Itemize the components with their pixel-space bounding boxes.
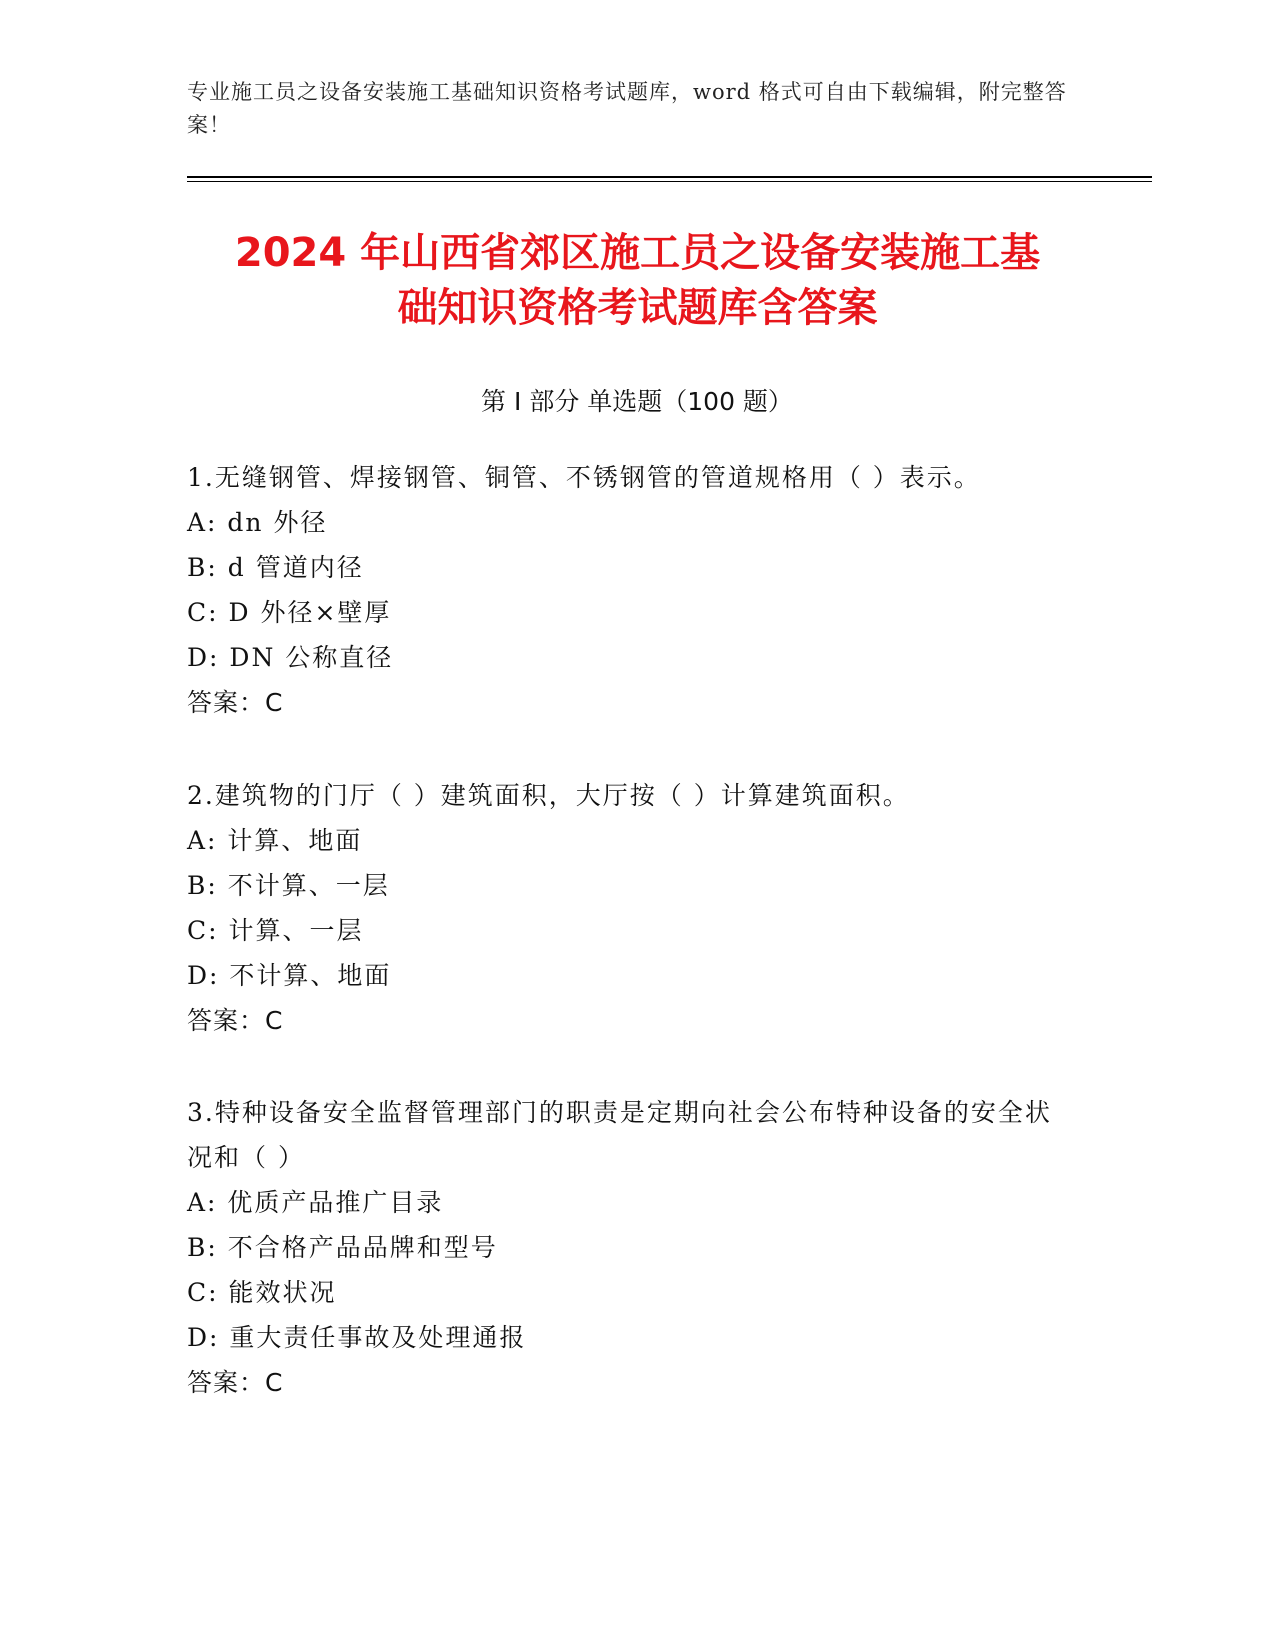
question-option-c: C: 计算、一层 xyxy=(187,916,364,945)
header-divider-thin xyxy=(187,181,1152,182)
document-title xyxy=(160,226,1115,336)
question-3 xyxy=(187,1090,1067,1406)
question-answer: 答案：C xyxy=(187,688,284,717)
question-option-b: B: d 管道内径 xyxy=(187,553,364,582)
question-option-c: C: 能效状况 xyxy=(187,1278,337,1307)
question-answer: 答案：C xyxy=(187,1368,284,1397)
question-stem: 3.特种设备安全监督管理部门的职责是定期向社会公布特种设备的安全状况和（ ） xyxy=(187,1098,1052,1172)
section-title: 第 I 部分 单选题（100 题） xyxy=(481,387,793,416)
question-option-d: D: DN 公称直径 xyxy=(187,643,394,672)
document-title-line-2: 础知识资格考试题库含答案 xyxy=(397,285,878,331)
question-answer: 答案：C xyxy=(187,1006,284,1035)
question-option-a: A: dn 外径 xyxy=(187,508,328,537)
question-option-b: B: 不计算、一层 xyxy=(187,871,390,900)
question-2 xyxy=(187,773,1067,1044)
question-stem: 2.建筑物的门厅（ ）建筑面积，大厅按（ ）计算建筑面积。 xyxy=(187,781,910,810)
question-option-a: A: 优质产品推广目录 xyxy=(187,1188,444,1217)
document-title-line-1: 2024 年山西省郊区施工员之设备安装施工基 xyxy=(234,230,1041,276)
question-option-c: C: D 外径×壁厚 xyxy=(187,598,392,627)
question-option-a: A: 计算、地面 xyxy=(187,826,363,855)
header-divider-thick xyxy=(187,176,1152,178)
header-note: 专业施工员之设备安装施工基础知识资格考试题库，word 格式可自由下载编辑，附完整答案！ xyxy=(187,80,1067,137)
question-stem: 1.无缝钢管、焊接钢管、铜管、不锈钢管的管道规格用（ ）表示。 xyxy=(187,463,981,492)
question-1 xyxy=(187,455,1067,726)
question-option-d: D: 重大责任事故及处理通报 xyxy=(187,1323,527,1352)
question-option-d: D: 不计算、地面 xyxy=(187,961,392,990)
question-option-b: B: 不合格产品品牌和型号 xyxy=(187,1233,498,1262)
